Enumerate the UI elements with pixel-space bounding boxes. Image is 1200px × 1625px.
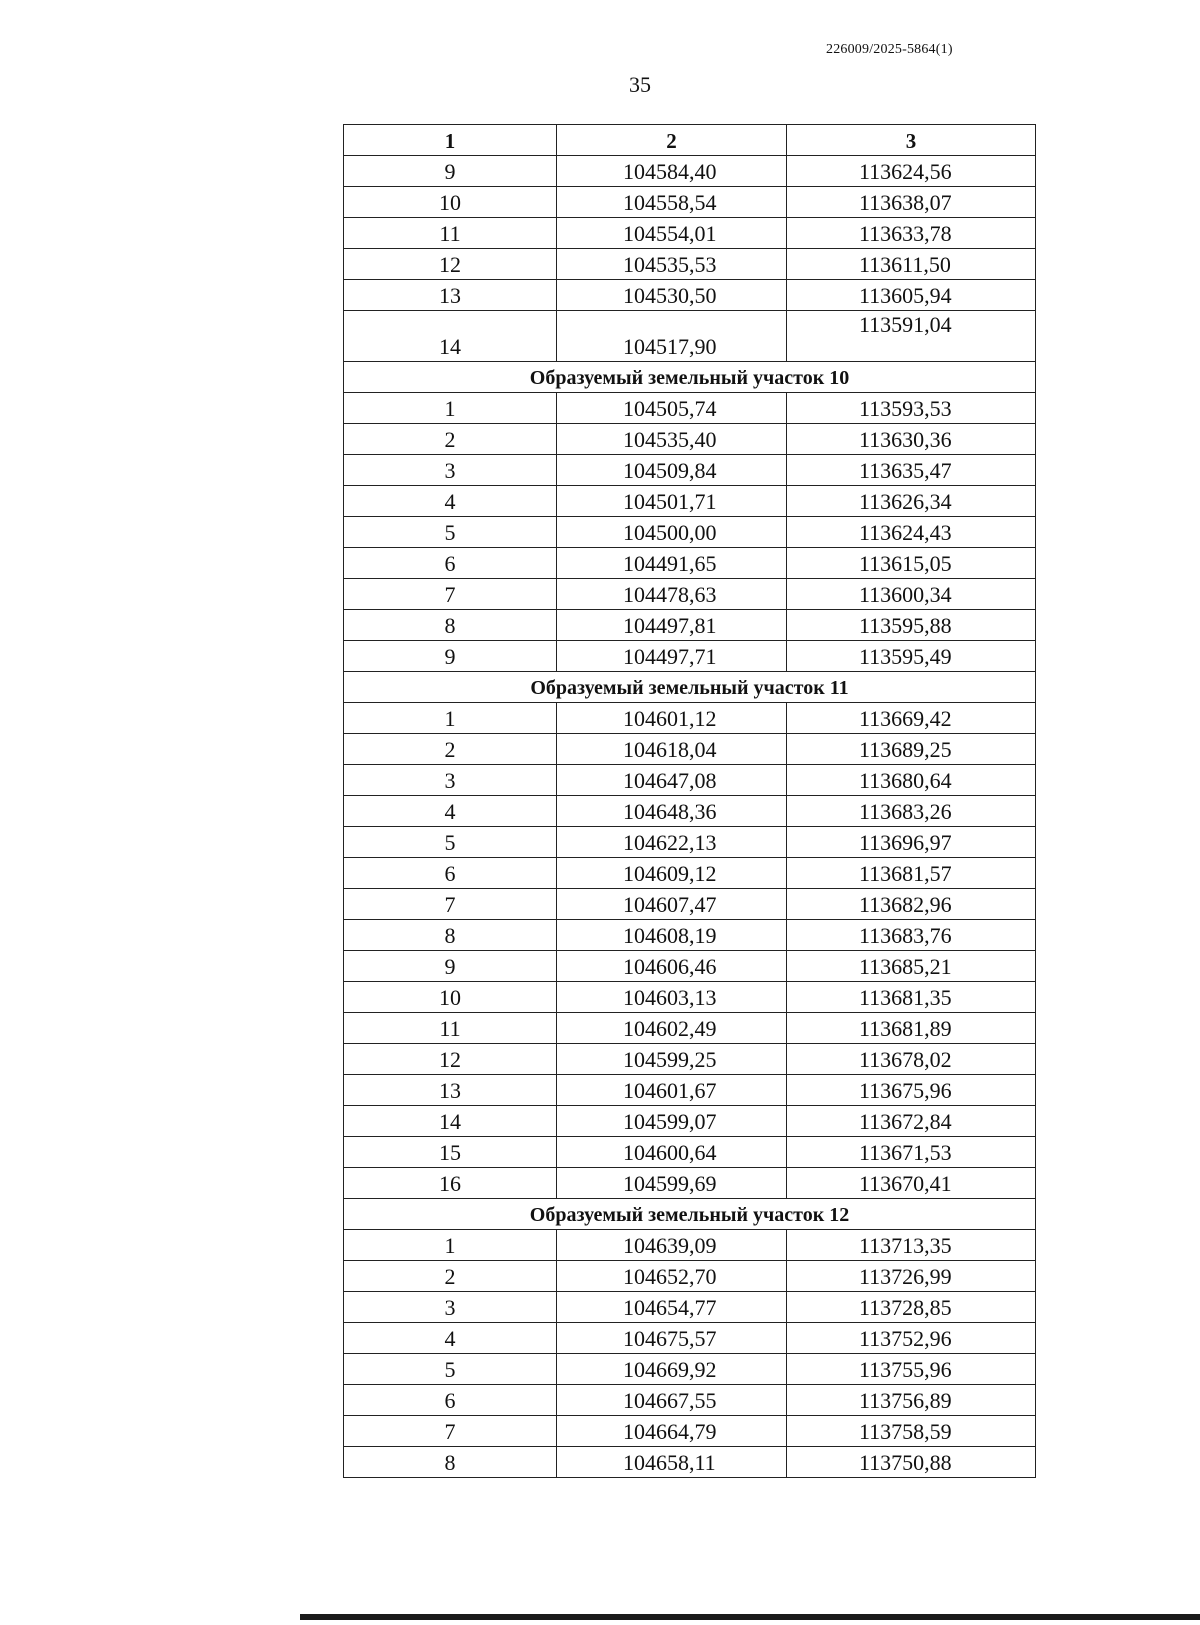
table-row [344, 393, 1036, 424]
table-row [344, 486, 1036, 517]
table-row [344, 1416, 1036, 1447]
point-number-cell: 12 [344, 1044, 557, 1075]
y-coordinate-cell: 113611,50 [787, 249, 1036, 280]
x-coordinate-cell: 104554,01 [557, 218, 787, 249]
table-row [344, 311, 1036, 362]
y-coordinate-cell: 113681,35 [787, 982, 1036, 1013]
table-row [344, 218, 1036, 249]
point-number-cell: 1 [344, 393, 557, 424]
point-number-cell: 12 [344, 249, 557, 280]
point-number-cell: 11 [344, 218, 557, 249]
table-row [344, 920, 1036, 951]
column-header: 1 [344, 125, 557, 156]
x-coordinate-cell: 104501,71 [557, 486, 787, 517]
x-coordinate-cell: 104599,25 [557, 1044, 787, 1075]
x-coordinate-cell: 104500,00 [557, 517, 787, 548]
x-coordinate-cell: 104664,79 [557, 1416, 787, 1447]
x-coordinate-cell: 104647,08 [557, 765, 787, 796]
x-coordinate-cell: 104478,63 [557, 579, 787, 610]
y-coordinate-cell: 113595,49 [787, 641, 1036, 672]
y-coordinate-cell: 113635,47 [787, 455, 1036, 486]
section-title: Образуемый земельный участок 10 [344, 362, 1036, 393]
x-coordinate-cell: 104618,04 [557, 734, 787, 765]
point-number-cell: 4 [344, 796, 557, 827]
point-number-cell: 9 [344, 156, 557, 187]
table-row [344, 280, 1036, 311]
point-number-cell: 4 [344, 1323, 557, 1354]
y-coordinate-cell: 113605,94 [787, 280, 1036, 311]
y-coordinate-cell: 113630,36 [787, 424, 1036, 455]
x-coordinate-cell: 104648,36 [557, 796, 787, 827]
x-coordinate-cell: 104639,09 [557, 1230, 787, 1261]
table-row [344, 765, 1036, 796]
x-coordinate-cell: 104497,71 [557, 641, 787, 672]
x-coordinate-cell: 104599,07 [557, 1106, 787, 1137]
point-number-cell: 1 [344, 1230, 557, 1261]
table-row [344, 1385, 1036, 1416]
table-body [344, 156, 1036, 1478]
y-coordinate-cell: 113750,88 [787, 1447, 1036, 1478]
y-coordinate-cell: 113689,25 [787, 734, 1036, 765]
point-number-cell: 13 [344, 1075, 557, 1106]
table-row [344, 1075, 1036, 1106]
point-number-cell: 1 [344, 703, 557, 734]
y-coordinate-cell: 113670,41 [787, 1168, 1036, 1199]
x-coordinate-cell: 104599,69 [557, 1168, 787, 1199]
point-number-cell: 15 [344, 1137, 557, 1168]
table-row [344, 703, 1036, 734]
point-number-cell: 2 [344, 734, 557, 765]
point-number-cell: 13 [344, 280, 557, 311]
point-number-cell: 10 [344, 187, 557, 218]
point-number-cell: 3 [344, 455, 557, 486]
section-title: Образуемый земельный участок 11 [344, 672, 1036, 703]
table-row [344, 1013, 1036, 1044]
table-row [344, 424, 1036, 455]
table-row [344, 1106, 1036, 1137]
table-row [344, 796, 1036, 827]
table-header-row [344, 125, 1036, 156]
x-coordinate-cell: 104608,19 [557, 920, 787, 951]
x-coordinate-cell: 104505,74 [557, 393, 787, 424]
x-coordinate-cell: 104491,65 [557, 548, 787, 579]
point-number-cell: 2 [344, 424, 557, 455]
x-coordinate-cell: 104602,49 [557, 1013, 787, 1044]
table-row [344, 517, 1036, 548]
point-number-cell: 3 [344, 765, 557, 796]
x-coordinate-cell: 104584,40 [557, 156, 787, 187]
section-title: Образуемый земельный участок 12 [344, 1199, 1036, 1230]
point-number-cell: 8 [344, 920, 557, 951]
point-number-cell: 4 [344, 486, 557, 517]
section-header-row [344, 672, 1036, 703]
x-coordinate-cell: 104609,12 [557, 858, 787, 889]
point-number-cell: 5 [344, 827, 557, 858]
y-coordinate-cell: 113600,34 [787, 579, 1036, 610]
point-number-cell: 5 [344, 517, 557, 548]
y-coordinate-cell: 113672,84 [787, 1106, 1036, 1137]
table-row [344, 579, 1036, 610]
y-coordinate-cell: 113595,88 [787, 610, 1036, 641]
y-coordinate-cell: 113752,96 [787, 1323, 1036, 1354]
x-coordinate-cell: 104607,47 [557, 889, 787, 920]
x-coordinate-cell: 104530,50 [557, 280, 787, 311]
table-row [344, 1323, 1036, 1354]
x-coordinate-cell: 104497,81 [557, 610, 787, 641]
y-coordinate-cell: 113678,02 [787, 1044, 1036, 1075]
table-row [344, 641, 1036, 672]
x-coordinate-cell: 104654,77 [557, 1292, 787, 1323]
x-coordinate-cell: 104535,40 [557, 424, 787, 455]
table-row [344, 1044, 1036, 1075]
point-number-cell: 10 [344, 982, 557, 1013]
y-coordinate-cell: 113755,96 [787, 1354, 1036, 1385]
table-row [344, 858, 1036, 889]
x-coordinate-cell: 104669,92 [557, 1354, 787, 1385]
point-number-cell: 9 [344, 641, 557, 672]
x-coordinate-cell: 104675,57 [557, 1323, 787, 1354]
document-number: 226009/2025-5864(1) [826, 42, 953, 57]
x-coordinate-cell: 104535,53 [557, 249, 787, 280]
x-coordinate-cell: 104558,54 [557, 187, 787, 218]
y-coordinate-cell: 113669,42 [787, 703, 1036, 734]
section-header-row [344, 362, 1036, 393]
y-coordinate-cell: 113683,26 [787, 796, 1036, 827]
y-coordinate-cell: 113615,05 [787, 548, 1036, 579]
y-coordinate-cell: 113633,78 [787, 218, 1036, 249]
table-row [344, 1261, 1036, 1292]
table-row [344, 249, 1036, 280]
point-number-cell: 5 [344, 1354, 557, 1385]
point-number-cell: 2 [344, 1261, 557, 1292]
table-row [344, 1447, 1036, 1478]
y-coordinate-cell: 113756,89 [787, 1385, 1036, 1416]
x-coordinate-cell: 104509,84 [557, 455, 787, 486]
table-row [344, 1137, 1036, 1168]
x-coordinate-cell: 104601,67 [557, 1075, 787, 1106]
y-coordinate-cell: 113626,34 [787, 486, 1036, 517]
bottom-scan-border [300, 1614, 1200, 1620]
y-coordinate-cell: 113685,21 [787, 951, 1036, 982]
table-row [344, 734, 1036, 765]
y-coordinate-cell: 113681,89 [787, 1013, 1036, 1044]
x-coordinate-cell: 104600,64 [557, 1137, 787, 1168]
y-coordinate-cell: 113593,53 [787, 393, 1036, 424]
y-coordinate-cell: 113675,96 [787, 1075, 1036, 1106]
y-coordinate-cell: 113683,76 [787, 920, 1036, 951]
point-number-cell: 6 [344, 548, 557, 579]
table-row [344, 951, 1036, 982]
point-number-cell: 7 [344, 1416, 557, 1447]
table-row [344, 610, 1036, 641]
table-row [344, 1354, 1036, 1385]
point-number-cell: 14 [344, 1106, 557, 1137]
x-coordinate-cell: 104517,90 [557, 311, 787, 362]
y-coordinate-cell: 113591,04 [787, 311, 1036, 362]
point-number-cell: 16 [344, 1168, 557, 1199]
table-row [344, 827, 1036, 858]
y-coordinate-cell: 113728,85 [787, 1292, 1036, 1323]
table-row [344, 187, 1036, 218]
x-coordinate-cell: 104603,13 [557, 982, 787, 1013]
x-coordinate-cell: 104601,12 [557, 703, 787, 734]
y-coordinate-cell: 113671,53 [787, 1137, 1036, 1168]
section-header-row [344, 1199, 1036, 1230]
coordinates-table [343, 124, 1036, 1478]
page-number: 35 [629, 72, 651, 97]
table-row [344, 982, 1036, 1013]
point-number-cell: 8 [344, 1447, 557, 1478]
point-number-cell: 7 [344, 579, 557, 610]
table-row [344, 889, 1036, 920]
table-row [344, 1230, 1036, 1261]
y-coordinate-cell: 113696,97 [787, 827, 1036, 858]
point-number-cell: 11 [344, 1013, 557, 1044]
column-header: 2 [557, 125, 787, 156]
x-coordinate-cell: 104606,46 [557, 951, 787, 982]
table-row [344, 1292, 1036, 1323]
table-row [344, 156, 1036, 187]
y-coordinate-cell: 113726,99 [787, 1261, 1036, 1292]
point-number-cell: 3 [344, 1292, 557, 1323]
point-number-cell: 8 [344, 610, 557, 641]
y-coordinate-cell: 113682,96 [787, 889, 1036, 920]
x-coordinate-cell: 104622,13 [557, 827, 787, 858]
y-coordinate-cell: 113638,07 [787, 187, 1036, 218]
y-coordinate-cell: 113681,57 [787, 858, 1036, 889]
y-coordinate-cell: 113680,64 [787, 765, 1036, 796]
point-number-cell: 6 [344, 1385, 557, 1416]
column-header: 3 [787, 125, 1036, 156]
point-number-cell: 7 [344, 889, 557, 920]
x-coordinate-cell: 104652,70 [557, 1261, 787, 1292]
y-coordinate-cell: 113624,56 [787, 156, 1036, 187]
y-coordinate-cell: 113758,59 [787, 1416, 1036, 1447]
x-coordinate-cell: 104658,11 [557, 1447, 787, 1478]
table-row [344, 1168, 1036, 1199]
y-coordinate-cell: 113624,43 [787, 517, 1036, 548]
x-coordinate-cell: 104667,55 [557, 1385, 787, 1416]
point-number-cell: 14 [344, 311, 557, 362]
table-row [344, 455, 1036, 486]
table-header [344, 125, 1036, 156]
point-number-cell: 6 [344, 858, 557, 889]
y-coordinate-cell: 113713,35 [787, 1230, 1036, 1261]
table-row [344, 548, 1036, 579]
point-number-cell: 9 [344, 951, 557, 982]
